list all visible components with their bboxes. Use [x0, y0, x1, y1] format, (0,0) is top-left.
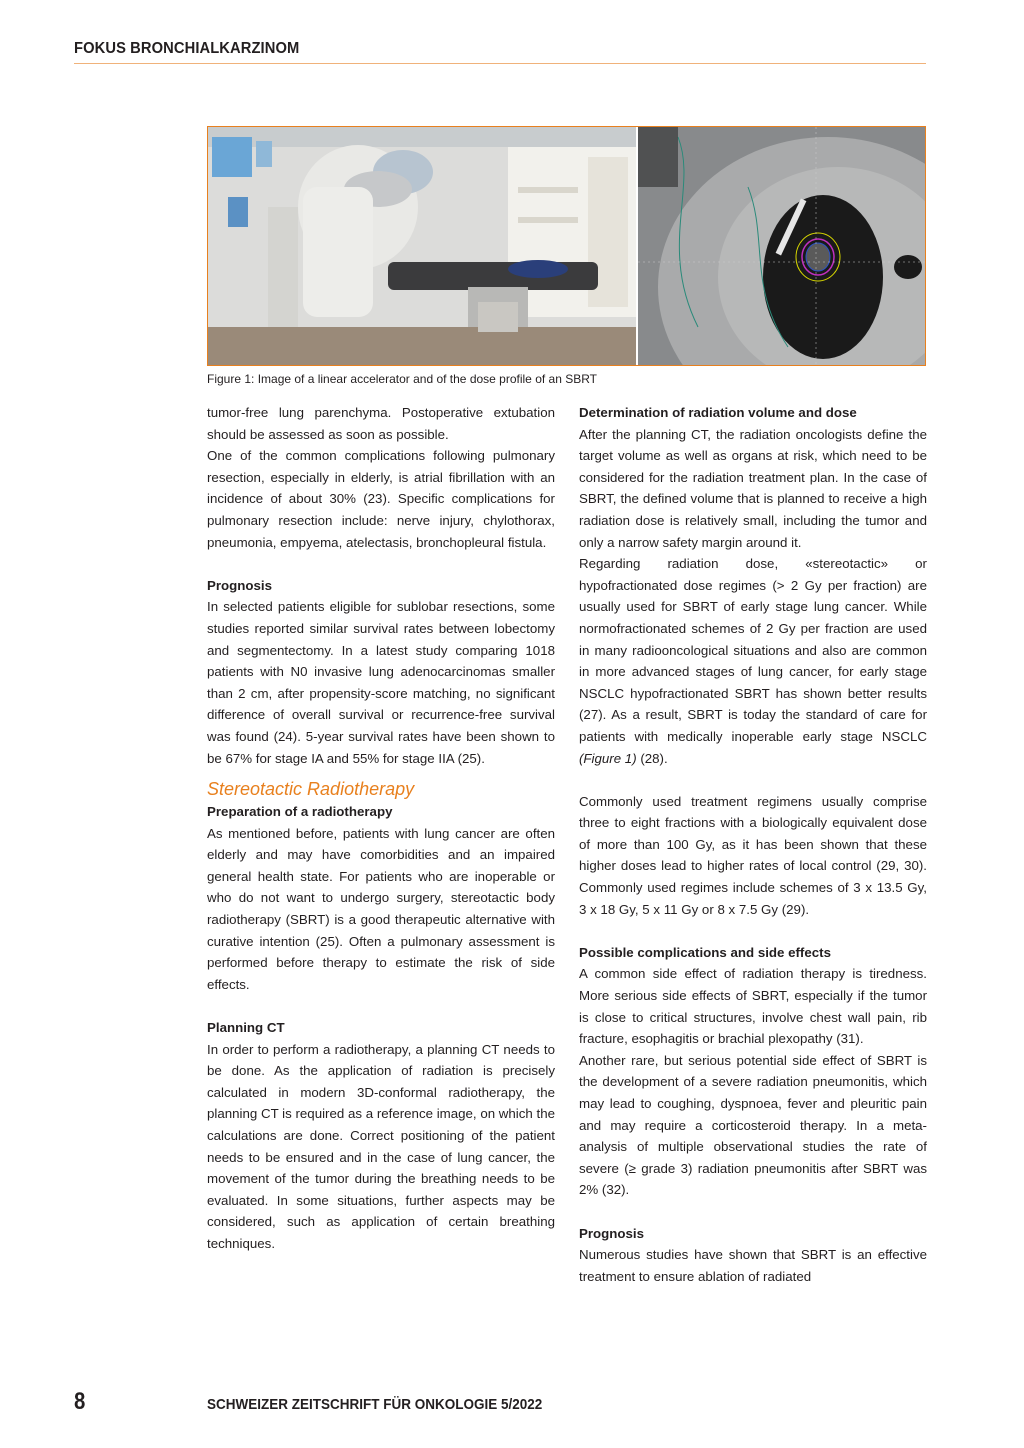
- subheading-prognosis-right: Prognosis: [579, 1225, 645, 1241]
- paragraph: As mentioned before, patients with lung cancer are often elderly and may have comorbidities and an impaired general health state. For patients who are inoperable or who do not want to undergo surgery, stereotactic body radiotherapy (SBRT) is a good therapeutic alternative with curative intention (25). Often a pulmonary assessment is performed before therapy to estimate the risk of side effects.: [207, 825, 555, 992]
- journal-name: SCHWEIZER ZEITSCHRIFT FÜR ONKOLOGIE 5/2022: [207, 1396, 543, 1413]
- subheading-planning-ct: Planning CT: [207, 1020, 285, 1036]
- paragraph: A common side effect of radiation therapy is tiredness. More serious side effects of SBRT, especially if the tumor is close to critical structures, involve chest wall pain, rib fracture, esophagitis or brachial plexopathy (31).: [579, 966, 927, 1047]
- subheading-determination: Determination of radiation volume and dose: [579, 405, 857, 420]
- subheading-preparation: Preparation of a radiotherapy: [207, 804, 393, 820]
- page-header: [74, 40, 926, 64]
- subheading-prognosis: Prognosis: [207, 577, 273, 593]
- text-run: (28).: [636, 750, 668, 766]
- ct-dose-profile: [636, 127, 925, 365]
- paragraph: Commonly used treatment regimens usually comprise three to eight fractions with a biologically equivalent dose of more than 100 Gy, as it has been shown that these higher doses lead to higher rates of local control (29, 30). Commonly used regimes include schemes of 3 x 13.5 Gy, 3 x 18 Gy, 5 x 11 Gy or 8 x 7.5 Gy (29).: [579, 793, 927, 917]
- subheading-complications: Possible complications and side effects: [579, 944, 831, 960]
- ct-scan-illustration: [638, 127, 925, 365]
- paragraph: After the planning CT, the radiation oncologists define the target volume as well as organs at risk, which need to be considered for the radiation treatment plan. In the case of SBRT, the defined volume that is planned to receive a high radiation dose is relatively small, including the tumor and only a narrow safety margin around it.: [579, 426, 927, 550]
- header-title: FOKUS BRONCHIALKARZINOM: [74, 40, 300, 57]
- figure-1: [207, 126, 926, 366]
- text-run: Regarding radiation dose, «stereotactic» or hypofractionated dose regimes (> 2 Gy per fraction) are usually used for SBRT of early stage lung cancer. While normofractionated schemes of 2 Gy per fraction are used in many radiooncological situations and also are common in more advanced stages of lung cancer, for early stage NSCLC hypofractionated SBRT has shown better results (27). As a result, SBRT is today the standard of care for patients with medically inoperable early stage NSCLC: [579, 556, 927, 744]
- paragraph: In selected patients eligible for sublobar resections, some studies reported similar survival rates between lobectomy and segmentectomy. In a latest study comparing 1018 patients with N0 invasive lung adenocarcinomas smaller than 2 cm, after propensity-score matching, no significant difference of overall survival or recurrence-free survival was found (24). 5-year survival rates have been shown to be 67% for stage IA and 55% for stage IIA (25).: [207, 599, 555, 766]
- section-heading: Stereotactic Radiotherapy: [207, 779, 415, 800]
- paragraph: In order to perform a radiotherapy, a planning CT needs to be done. As the application of radiation is precisely calculated in modern 3D-conformal radiotherapy, the planning CT is required as a reference image, on which the calculations are done. Correct positioning of the patient needs to be ensured and in the case of lung cancer, the movement of the tumor during the breathing needs to be evaluated. In some situations, further aspects may be considered, such as application of certain breathing techniques.: [207, 1041, 555, 1251]
- paragraph: [579, 553, 927, 769]
- paragraph: Another rare, but serious potential side effect of SBRT is the development of a severe radiation pneumonitis, which may lead to coughing, dyspnoea, fever and pleuritic pain and may require a corticosteroid therapy. In a meta-analysis of multiple observational studies the rate of severe (≥ grade 3) radiation pneumonitis after SBRT was 2% (32).: [579, 1052, 927, 1198]
- right-column: [579, 402, 927, 1287]
- figure-caption: Figure 1: Image of a linear accelerator and of the dose profile of an SBRT: [207, 372, 597, 386]
- figure-reference: (Figure 1): [579, 750, 637, 766]
- linear-accelerator-photo: [208, 127, 636, 365]
- linac-illustration: [208, 127, 636, 365]
- paragraph: Numerous studies have shown that SBRT is an effective treatment to ensure ablation of radiated: [579, 1247, 927, 1284]
- page-number: 8: [74, 1388, 86, 1415]
- left-column: [207, 402, 555, 1255]
- paragraph: tumor-free lung parenchyma. Postoperative extubation should be assessed as soon as possible.: [207, 405, 555, 442]
- paragraph: One of the common complications following pulmonary resection, especially in elderly, is atrial fibrillation with an incidence of about 30% (23). Specific complications for pulmonary resection include: nerve injury, chylothorax, pneumonia, empyema, atelectasis, bronchopleural fistula.: [207, 448, 555, 550]
